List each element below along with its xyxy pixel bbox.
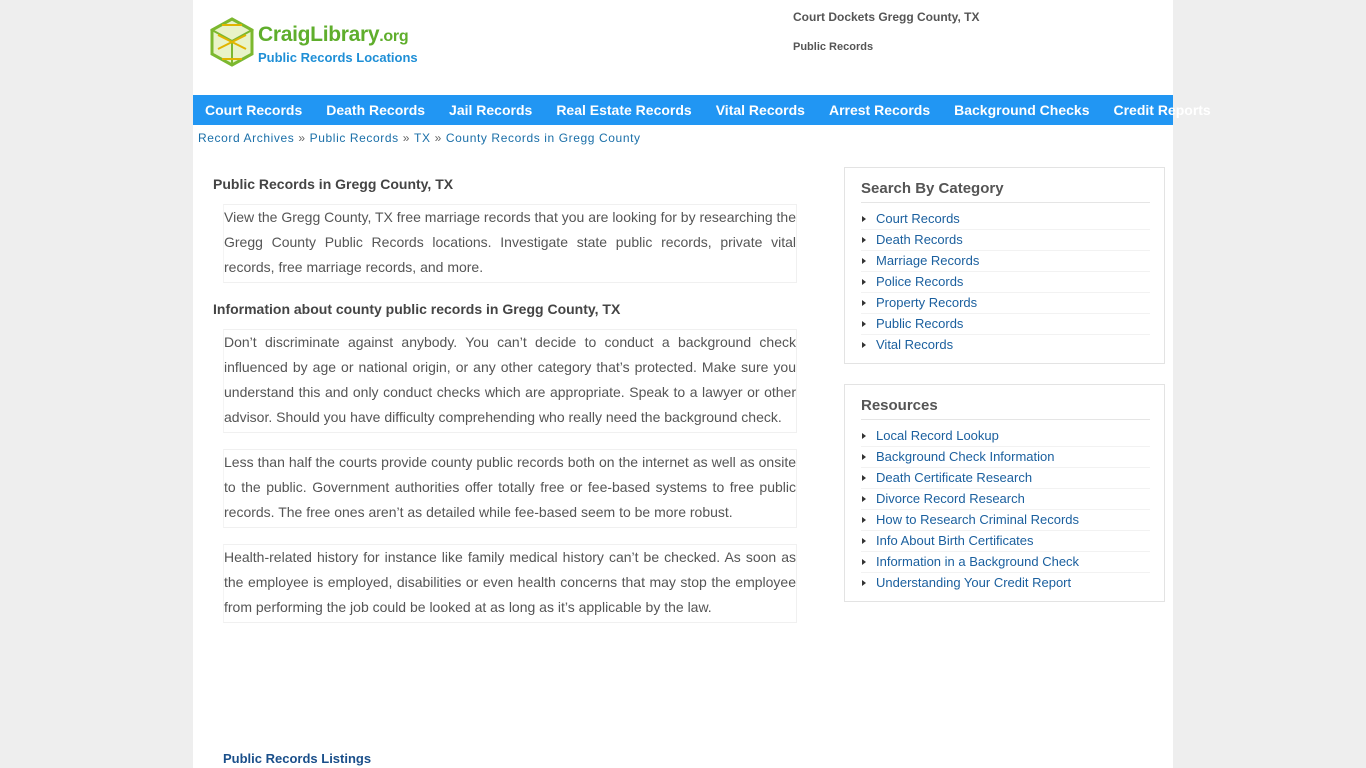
caret-right-icon: [862, 300, 866, 306]
caret-right-icon: [862, 517, 866, 523]
nav-background-checks[interactable]: Background Checks: [954, 102, 1090, 118]
logo-tagline: Public Records Locations: [258, 50, 418, 65]
cube-logo-icon: [209, 17, 255, 67]
breadcrumb-separator: »: [434, 131, 442, 145]
header-link-public-records[interactable]: Public Records: [793, 41, 874, 53]
resources-widget-title: Resources: [861, 397, 1150, 420]
category-widget: [844, 167, 1165, 364]
category-property-records[interactable]: Property Records: [861, 293, 1150, 314]
caret-right-icon: [862, 237, 866, 243]
caret-right-icon: [862, 321, 866, 327]
resource-divorce-record-research[interactable]: Divorce Record Research: [861, 489, 1150, 510]
caret-right-icon: [862, 496, 866, 502]
listings-heading[interactable]: Public Records Listings: [223, 751, 372, 766]
breadcrumb: [198, 131, 641, 145]
category-court-records[interactable]: Court Records: [861, 209, 1150, 230]
resource-birth-certificates[interactable]: Info About Birth Certificates: [861, 531, 1150, 552]
caret-right-icon: [862, 433, 866, 439]
breadcrumb-county-records[interactable]: County Records in Gregg County: [445, 131, 641, 145]
category-public-records[interactable]: Public Records: [861, 314, 1150, 335]
category-marriage-records[interactable]: Marriage Records: [861, 251, 1150, 272]
category-list: [861, 209, 1150, 355]
header-links: [793, 10, 979, 53]
nav-vital-records[interactable]: Vital Records: [715, 102, 805, 118]
breadcrumb-tx[interactable]: TX: [414, 131, 431, 145]
main-content: [213, 168, 798, 639]
breadcrumb-separator: »: [402, 131, 411, 145]
resource-background-check-info[interactable]: Background Check Information: [861, 447, 1150, 468]
resources-list: [861, 426, 1150, 593]
intro-paragraph: View the Gregg County, TX free marriage records that you are looking for by researching the Gregg County Public Records locations. Investigate state public records, private vital records, free marriage records, and more.: [223, 204, 797, 283]
header-link-court-dockets[interactable]: Court Dockets Gregg County, TX: [793, 10, 980, 24]
breadcrumb-record-archives[interactable]: Record Archives: [198, 131, 295, 145]
caret-right-icon: [862, 475, 866, 481]
main-nav: [193, 95, 1211, 125]
caret-right-icon: [862, 559, 866, 565]
nav-credit-reports[interactable]: Credit Reports: [1113, 102, 1211, 118]
page: [193, 0, 1211, 768]
section-heading: Information about county public records in Gregg County, TX: [213, 301, 621, 317]
category-death-records[interactable]: Death Records: [861, 230, 1150, 251]
resource-background-check[interactable]: Information in a Background Check: [861, 552, 1150, 573]
resource-credit-report[interactable]: Understanding Your Credit Report: [861, 573, 1150, 593]
breadcrumb-separator: »: [298, 131, 306, 145]
breadcrumb-public-records[interactable]: Public Records: [309, 131, 399, 145]
nav-court-records[interactable]: Court Records: [205, 102, 303, 118]
caret-right-icon: [862, 258, 866, 264]
page-title: Public Records in Gregg County, TX: [213, 176, 454, 192]
nav-death-records[interactable]: Death Records: [326, 102, 426, 118]
logo-title: CraigLibrary.org: [258, 23, 409, 46]
category-vital-records[interactable]: Vital Records: [861, 335, 1150, 355]
caret-right-icon: [862, 216, 866, 222]
nav-real-estate-records[interactable]: Real Estate Records: [556, 102, 692, 118]
caret-right-icon: [862, 342, 866, 348]
caret-right-icon: [862, 580, 866, 586]
resources-widget: [844, 384, 1165, 602]
nav-arrest-records[interactable]: Arrest Records: [828, 102, 931, 118]
resource-criminal-records[interactable]: How to Research Criminal Records: [861, 510, 1150, 531]
resource-local-record-lookup[interactable]: Local Record Lookup: [861, 426, 1150, 447]
content-paragraph: Health-related history for instance like family medical history can’t be checked. As soon as the employee is employed, disabilities or even health concerns that may stop the employee from performing the job could be looked at as long as it’s applicable by the law.: [223, 544, 797, 623]
content-paragraph: Don’t discriminate against anybody. You can’t decide to conduct a background check influenced by age or national origin, or any other category that’s protected. Make sure you understand this and only conduct checks which are appropriate. Speak to a lawyer or other advisor. Should you have difficulty comprehending who really need the background check.: [223, 329, 797, 433]
resource-death-certificate-research[interactable]: Death Certificate Research: [861, 468, 1150, 489]
caret-right-icon: [862, 279, 866, 285]
content-paragraph: Less than half the courts provide county public records both on the internet as well as onsite to the public. Government authorities offer totally free or fee-based systems to free public records. The free ones aren’t as detailed while fee-based seem to be more robust.: [223, 449, 797, 528]
caret-right-icon: [862, 454, 866, 460]
site-logo[interactable]: [209, 17, 419, 69]
nav-jail-records[interactable]: Jail Records: [449, 102, 533, 118]
category-widget-title: Search By Category: [861, 180, 1150, 203]
category-police-records[interactable]: Police Records: [861, 272, 1150, 293]
caret-right-icon: [862, 538, 866, 544]
